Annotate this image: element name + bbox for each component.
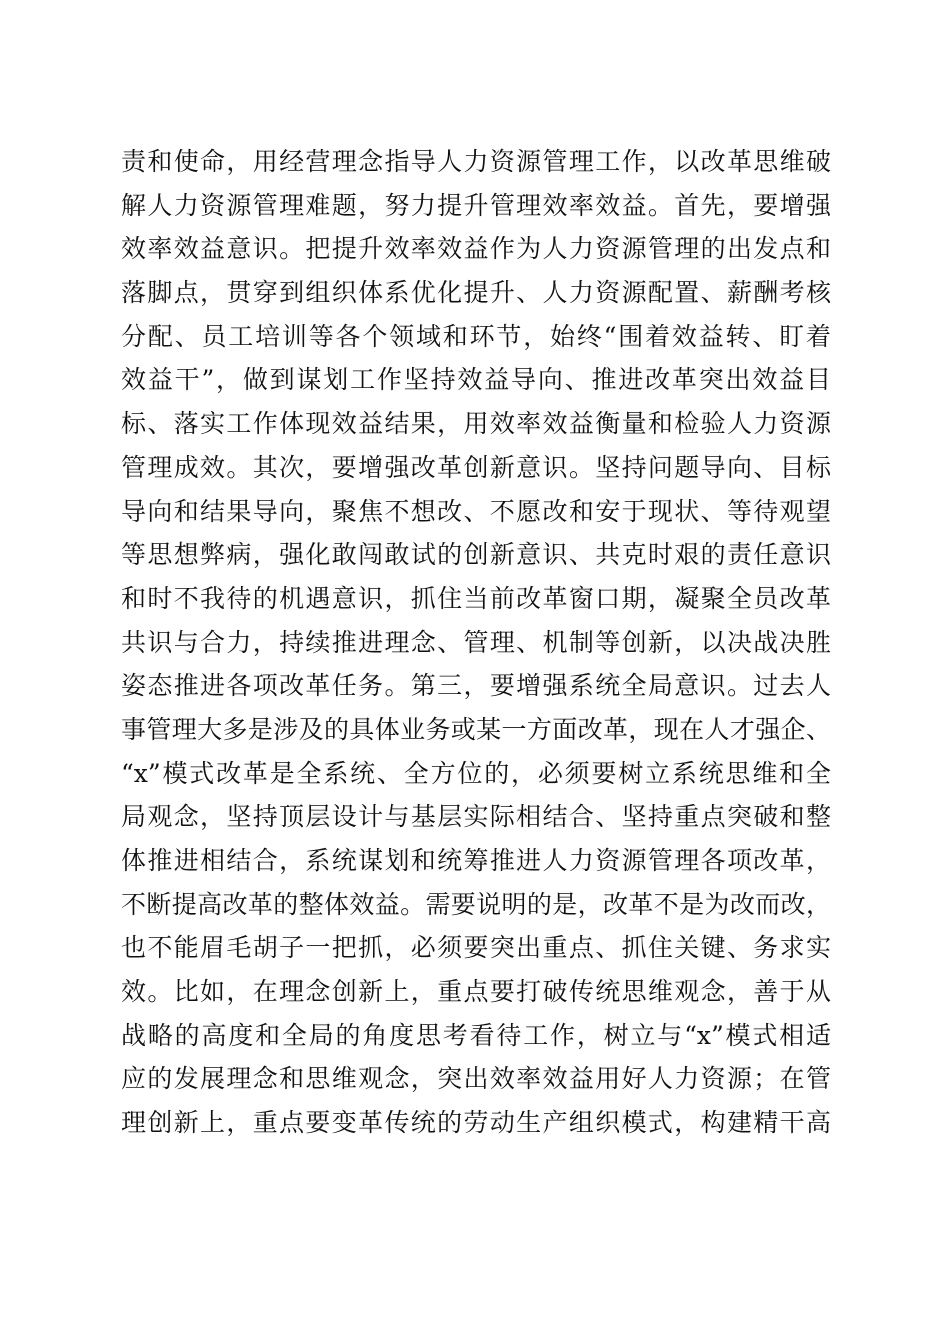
text-line: 效率效益意识。把提升效率效益作为人力资源管理的出发点和 — [121, 234, 831, 264]
text-line: 体推进相结合，系统谋划和统筹推进人力资源管理各项改革， — [121, 846, 831, 875]
text-line: 等思想弊病，强化敢闯敢试的创新意识、共克时艰的责任意识 — [121, 540, 831, 570]
text-line: 分配、员工培训等各个领域和环节，始终“围着效益转、盯着 — [121, 321, 831, 351]
text-line: 管理成效。其次，要增强改革创新意识。坚持问题导向、目标 — [121, 452, 831, 482]
text-line: 共识与合力，持续推进理念、管理、机制等创新，以决战决胜 — [121, 627, 831, 657]
text-line: 和时不我待的机遇意识，抓住当前改革窗口期，凝聚全员改革 — [121, 583, 831, 613]
text-line: 落脚点，贯穿到组织体系优化提升、人力资源配置、薪酬考核 — [121, 278, 831, 308]
text-line: 导向和结果导向，聚焦不想改、不愿改和安于现状、等待观望 — [121, 496, 831, 526]
text-line: 战略的高度和全局的角度思考看待工作，树立与“x”模式相适 — [121, 1020, 831, 1050]
text-line: 责和使命，用经营理念指导人力资源管理工作，以改革思维破 — [121, 147, 831, 176]
body-paragraph — [121, 140, 831, 1145]
text-line: 不断提高改革的整体效益。需要说明的是，改革不是为改而改， — [121, 889, 831, 919]
text-line: 理创新上，重点要变革传统的劳动生产组织模式，构建精干高 — [121, 1108, 831, 1138]
text-line: 局观念，坚持顶层设计与基层实际相结合、坚持重点突破和整 — [121, 802, 831, 832]
text-line: 标、落实工作体现效益结果，用效率效益衡量和检验人力资源 — [121, 409, 831, 439]
text-line: 解人力资源管理难题，努力提升管理效率效益。首先，要增强 — [121, 190, 831, 220]
text-line: 效。比如，在理念创新上，重点要打破传统思维观念，善于从 — [121, 977, 831, 1007]
text-line: 事管理大多是涉及的具体业务或某一方面改革，现在人才强企、 — [121, 714, 831, 744]
text-line: “x”模式改革是全系统、全方位的，必须要树立系统思维和全 — [121, 758, 831, 788]
text-line: 应的发展理念和思维观念，突出效率效益用好人力资源；在管 — [121, 1064, 831, 1094]
text-line: 姿态推进各项改革任务。第三，要增强系统全局意识。过去人 — [121, 671, 831, 701]
text-line: 效益干”，做到谋划工作坚持效益导向、推进改革突出效益目 — [121, 365, 831, 395]
text-line: 也不能眉毛胡子一把抓，必须要突出重点、抓住关键、务求实 — [121, 933, 831, 963]
